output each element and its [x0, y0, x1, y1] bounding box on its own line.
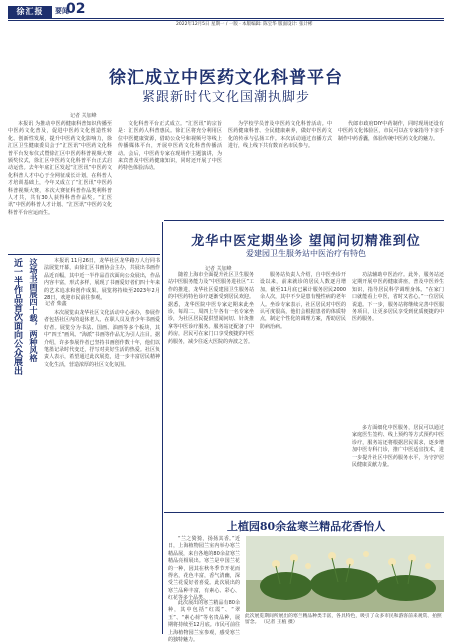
side-byline: 记者 柴鑫: [45, 301, 67, 307]
orchid-photo: [246, 536, 444, 612]
story2-col-4: 多方面细化中医服务，居民可以通过家庭医生签约、线上预约等方式预约中医诊疗，服务站还将根据居民需求，逐步增加中医专科门诊，推广中医适宜技术，进一步提升社区中医药服务水平，为守护居民健康贡献力量。: [352, 425, 444, 469]
photo-caption: [245, 614, 445, 627]
lead-byline: 记者 关加峰: [70, 113, 97, 119]
photo-caption-text: 此次展览期间所展出的寒兰精品种类丰富，各具特色，吸引了众多市民和游客前来观赏、拍照留念。: [245, 614, 442, 626]
side-col-1: 本报讯 11月26日，龙华社区龙华路万人行同书法展览开幕，由徐汇区书画协会主办，共展出书画作品近百幅，其中近一半作品首次面向公众展出，作品内容丰富，形式多样，展现了书画爱好者们四十年来的艺术追求和创作成果。展览将持续至2023年2月28日，欢迎市民前往参观。: [44, 258, 160, 302]
lead-col-4: 代郎市政府DIY中药制作，同时现场还设有中医药文化体验区，市民可以在专家指导下亲手制作中药香囊，体验传统中医药文化的魅力。: [338, 121, 444, 142]
photo-credit: （记者 王植 摄）: [260, 620, 298, 626]
masthead-rule-thin: [8, 20, 444, 21]
story3-col-2: 此次展出的寒兰精品有80余种，其中包括“红霞”、“翠玉”、“素心荷”等名贵品种，展期将持续至12月底。市民可前往上海植物园兰室参观，感受寒兰的独特魅力。: [168, 600, 240, 644]
lead-subheadline: 紧跟新时代文化国潮执脚步: [141, 90, 310, 105]
side-subheadline: 这场书画展四十载，两种风格: [29, 258, 38, 362]
masthead-tag: 徐汇报: [8, 6, 52, 18]
side-headline: 近一半作品首次面向公众展出: [12, 258, 22, 375]
story3-rule-top: [164, 512, 444, 513]
lead-col-1: 本报讯 为推动中医药健康科普知识传播至中医药文化普及，促进中医药文化创造性转化、创新性发展，提升中医药文化影响力，徐汇区卫生健康委员会于“汇医讯”中医药文化科普平台发布仪式暨徐汇区中医药科普视频大赛颁奖仪式，徐汇区中医药文化科普平台正式启动运营。去年年底汇区发起“汇医讯”中医药文化科普人才中心于全网征成长计划，在科普人才培训基础上，今年又成立了“汇医讯”中医药科普视频大赛，本次大赛征科普作品类利科普人才共，共有30人获得科普作品奖。“汇医讯”中医药科普人才计划、“汇医讯”中医药文化科普平台应运而生。: [8, 121, 112, 216]
column-divider: [162, 222, 163, 634]
story3-col-1: “兰之猗猗，扬扬其香。”近日，上海植物园兰室内举办寒兰精品展，来自各地的80余盆寒兰精品亮相展出。寒兰是中国兰花的一种，因其在秋冬季节开花而得名，花色丰富，香气清幽，深受兰花爱好者喜爱。此次展出的寒兰品种丰富，有素心、彩心、红花等多个品类。: [168, 536, 240, 602]
story2-headline: 龙华中医定期坐诊 望闻问切精准到位: [191, 234, 421, 249]
section-label: 要闻: [55, 7, 69, 15]
lead-col-2: 文化科普平台正式成立。“汇医讯”的宗旨是：汇医药人科普惠民。徐汇区将充分利用区位中医健康资源，借助公众号和视频号等线上传播媒体平台，开展中医药文化科普传播活动。会后，中医药专家在现场作主题演讲，为来宾普及中医药健康知识，同时还开展了中医药特色体验活动。: [118, 121, 222, 172]
story2-subheadline: 爱建园卫生服务站中医治疗有特色: [246, 249, 366, 258]
issue-meta: 2022年12月5日 星期一 / 一版 · 本版编辑: 陈宝华 版面设计: 张计彬: [176, 22, 313, 27]
side-col-2: 本次展览由龙华社区文化活动中心承办，参展作者包括社区内的退休老人、在职人员及青少年书画爱好者。展览分为书法、国画、油画等多个板块，其中“四王”画风、“海派”书画等作品尤为引人注目。据介绍，许多参展作者已坚持书画创作数十年，他们以笔墨记录时代变迁，抒写对美好生活的热爱。社区负责人表示，希望通过此次展览，进一步丰富居民精神文化生活，营造浓厚的社区文化氛围。: [44, 310, 160, 368]
story3-headline: 上植园80余盆寒兰精品花香怡人: [226, 520, 386, 533]
story2-col-3: 功法辅助中医治疗。此外，服务站还定期开展中医药健康讲座，普及中医养生知识，指导居民科学调理身体。“在家门口就能看上中医，省时又省心。”一位居民说道。下一步，服务站将继续完善中医服务项目，让更多居民享受到优质便捷的中医药服务。: [352, 272, 444, 323]
lead-headline: 徐汇成立中医药文化科普平台: [109, 68, 343, 88]
side-rule-top: [8, 254, 160, 255]
story2-col-2: 服务站负责人介绍，自中医坐诊开设以来，前来就诊的居民人数逐月增加，截至11月底已累计服务居民2000余人次，其中不少是患有慢性病的老年人。坐诊专家表示，社区居民对中医的认可度很高，他们会根据患者的体质特点，制定个性化的调理方案，帮助居民防病治病。: [260, 272, 346, 330]
story2-byline: 记者 关加峰: [205, 266, 232, 272]
story2-rule-top: [164, 220, 444, 221]
orchid-photo-art: [246, 536, 444, 612]
lead-col-3: 为学校学员普及中医药文化科普活动。中医药健康科普、全民健康素养，做好中医药文化的传承与弘扬工作。本次活动通过直播方式进行，线上线下共有数百名市民参与。: [228, 121, 332, 150]
page-number: 02: [66, 1, 86, 17]
story2-col-1: 随着上海市全面提升社区卫生服务站中医服务能力及“中医服务进社区”工作的推进，龙华社区爱建园卫生服务站的中医药特色诊疗逐渐受到居民欢迎。据悉，龙华医院中医专家定期来此坐诊，每周二、周四上午各有一名专家坐诊，为社区居民提供望闻问切、针灸推拿等中医诊疗服务。服务站还配备了中药房，居民可在家门口享受便捷的中医药服务，减少往返大医院的奔波之苦。: [168, 272, 254, 345]
masthead-rule: [8, 18, 444, 19]
